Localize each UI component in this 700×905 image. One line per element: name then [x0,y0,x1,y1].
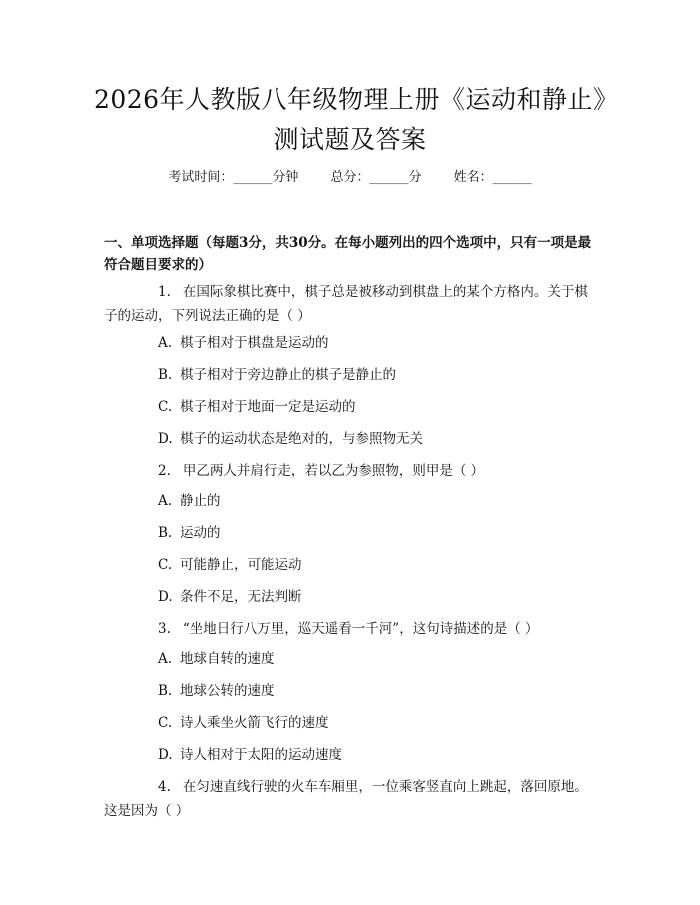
page-title: 2026年人教版八年级物理上册《运动和静止》测试题及答案 [93,85,607,154]
exam-time: 考试时间：______分钟 [168,170,299,185]
question-text: “坐地日行八万里，巡天遥看一千河”，这句诗描述的是（ ） [182,621,539,637]
option-letter: C. [158,399,173,415]
section-heading-single-choice: 一、单项选择题（每题3分，共30分。在每小题列出的四个选项中，只有一项是最符合题目要求的） [104,235,592,273]
option-text: 地球公转的速度 [180,683,275,699]
option-text: 棋子相对于地面一定是运动的 [180,399,356,415]
option-text: 诗人相对于太阳的运动速度 [180,747,342,763]
question-text: 在匀速直线行驶的火车车厢里，一位乘客竖直向上跳起，落回原地。这是因为（ ） [104,779,588,819]
option-3c [158,713,598,733]
option-text: 运动的 [180,525,221,541]
option-text: 地球自转的速度 [180,651,275,667]
option-2d [158,587,598,607]
option-letter: A. [158,335,173,351]
option-text: 棋子的运动状态是绝对的，与参照物无关 [180,431,423,447]
student-name: 姓名：______ [453,170,532,185]
option-2a [158,491,598,511]
option-1d [158,429,598,449]
option-text: 条件不足，无法判断 [180,589,302,605]
option-3b [158,681,598,701]
option-letter: B. [158,683,173,699]
exam-meta [0,168,700,188]
question-text: 甲乙两人并肩行走，若以乙为参照物，则甲是（ ） [182,463,485,479]
option-letter: A. [158,493,173,509]
question-number: 1. [158,284,171,300]
question-4 [104,775,598,823]
option-2b [158,523,598,543]
option-text: 棋子相对于旁边静止的棋子是静止的 [180,367,396,383]
option-letter: B. [158,367,173,383]
option-text: 静止的 [180,493,221,509]
question-1 [104,280,598,328]
option-1c [158,397,598,417]
option-3a [158,649,598,669]
total-score: 总分：______分 [330,170,422,185]
option-text: 棋子相对于棋盘是运动的 [180,335,329,351]
option-3d [158,745,598,765]
question-number: 4. [158,779,171,795]
option-letter: C. [158,557,173,573]
option-1b [158,365,598,385]
option-letter: D. [158,589,173,605]
option-letter: B. [158,525,173,541]
question-2 [104,459,598,483]
option-letter: C. [158,715,173,731]
question-number: 2. [158,463,171,479]
option-text: 诗人乘坐火箭飞行的速度 [180,715,329,731]
option-1a [158,333,598,353]
question-text: 在国际象棋比赛中，棋子总是被移动到棋盘上的某个方格内。关于棋子的运动，下列说法正确的是（ ） [104,284,588,324]
option-letter: A. [158,651,173,667]
question-number: 3. [158,621,171,637]
option-2c [158,555,598,575]
option-letter: D. [158,431,173,447]
option-text: 可能静止，可能运动 [180,557,302,573]
question-3 [104,617,598,641]
option-letter: D. [158,747,173,763]
